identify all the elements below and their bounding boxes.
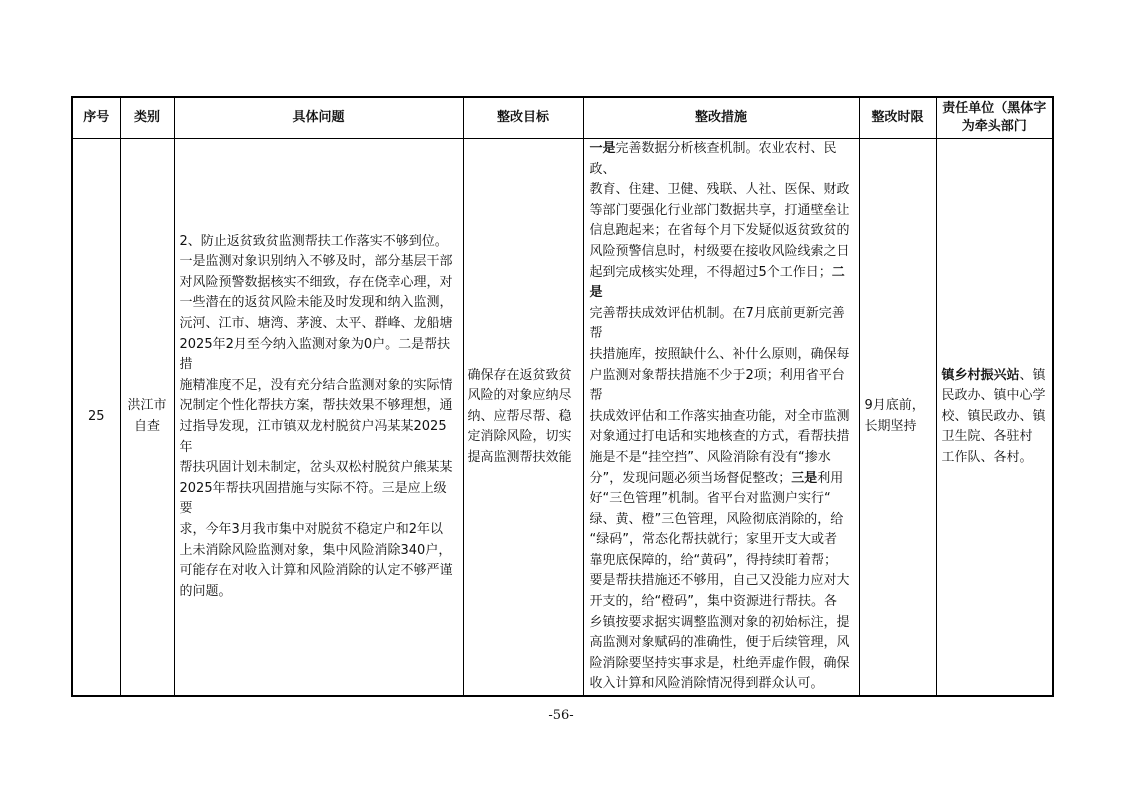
row-category xyxy=(120,139,174,697)
page-number: -56- xyxy=(548,708,574,723)
header-problem: 具体问题 xyxy=(174,97,463,139)
row-problem-text: 2、防止返贫致贫监测帮扶工作落实不够到位。 一是监测对象识别纳入不够及时，部分基层干部 对风险预警数据核实不细致，存在侥幸心理，对 一些潜在的返贫风险未能及时发现和纳入监测， 沅河、江市、塘湾、茅渡、太平、群峰、龙船塘 2025年2月至今纳入监测对象为0户。二是帮扶措 施精准度不足，没有充分结合监测对象的实际情 况制定个性化帮扶方案，帮扶效果不够理想，通 过指导发现，江市镇双龙村脱贫户冯某某2025年 帮扶巩固计划未制定，岔头双松村脱贫户熊某某 2025年帮扶巩固措施与实际不符。三是应上级要 求，今年3月我市集中对脱贫不稳定户和2年以 上未消除风险监测对象，集中风险消除340户， 可能存在对收入计算和风险消除的认定不够严谨 的问题。 xyxy=(179,233,453,599)
unit-bold: 镇乡村振兴站 xyxy=(941,367,1020,383)
header-deadline: 整改时限 xyxy=(859,97,936,139)
row-deadline xyxy=(859,139,936,697)
measures-text-2: 完善帮扶成效评估机制。在7月底前更新完善帮 扶措施库，按照缺什么、补什么原则，确保每 户监测对象帮扶措施不少于2项；利用省平台帮 扶成效评估和工作落实抽查功能，对全市监测 对象通过打电话和实地核查的方式，看帮扶措 施是不是“挂空挡”、风险消除有没有“掺水 分”，发现问题必须当场督促整改； xyxy=(589,305,850,486)
header-goal: 整改目标 xyxy=(463,97,583,139)
row-unit xyxy=(936,139,1053,697)
measures-text-1: 完善数据分析核查机制。农业农村、民政、 教育、住建、卫健、残联、人社、医保、财政 等部门要强化行业部门数据共享，打通壁垒让 信息跑起来；在省每个月下发疑似返贫致贫的 风险预警信息时，村级要在接收风险线索之日 起到完成核实处理，不得超过5个工作日； xyxy=(589,141,850,280)
row-num: 25 xyxy=(72,139,120,697)
row-goal xyxy=(463,139,583,697)
row-category-text: 洪江市 自查 xyxy=(127,398,167,435)
rectification-table xyxy=(71,96,1054,697)
row-measures-text xyxy=(590,139,855,695)
header-category: 类别 xyxy=(120,97,174,139)
row-unit-text xyxy=(942,366,1049,469)
row-measures xyxy=(583,139,859,697)
unit-text: 、镇 民政办、镇中心学 校、镇民政办、镇 卫生院、各驻村 工作队、各村。 xyxy=(941,367,1046,465)
header-num: 序号 xyxy=(72,97,120,139)
measures-text-3: 利用 好“三色管理”机制。省平台对监测户实行“ 绿、黄、橙”三色管理，风险彻底消除的，给 “绿码”，常态化帮扶就行；家里开支大或者 靠兜底保障的，给“黄码”，得持续盯着帮； 要是帮扶措施还不够用，自己又没能力应对大 开支的，给“橙码”，集中资源进行帮扶。各 乡镇按要求据实调整监测对象的初始标注，提 高监测对象赋码的准确性，便于后续管理，风 险消除要坚持实事求是，杜绝弄虚作假，确保 收入计算和风险消除情况得到群众认可。 xyxy=(589,470,850,692)
measures-bold-3: 三是 xyxy=(791,470,818,486)
header-unit: 责任单位（黑体字 为牵头部门 xyxy=(936,97,1053,139)
row-problem xyxy=(174,139,463,697)
measures-bold-2: 二是 xyxy=(589,264,845,301)
row-deadline-text: 9月底前， 长期坚持 xyxy=(864,398,925,435)
row-goal-text: 确保存在返贫致贫 风险的对象应纳尽 纳、应帮尽帮、稳 定消除风险，切实 提高监测帮扶效能 xyxy=(467,367,572,465)
table-row xyxy=(72,139,1053,697)
header-measures: 整改措施 xyxy=(583,97,859,139)
header-row xyxy=(72,97,1053,139)
measures-bold-1: 一是 xyxy=(589,141,616,156)
